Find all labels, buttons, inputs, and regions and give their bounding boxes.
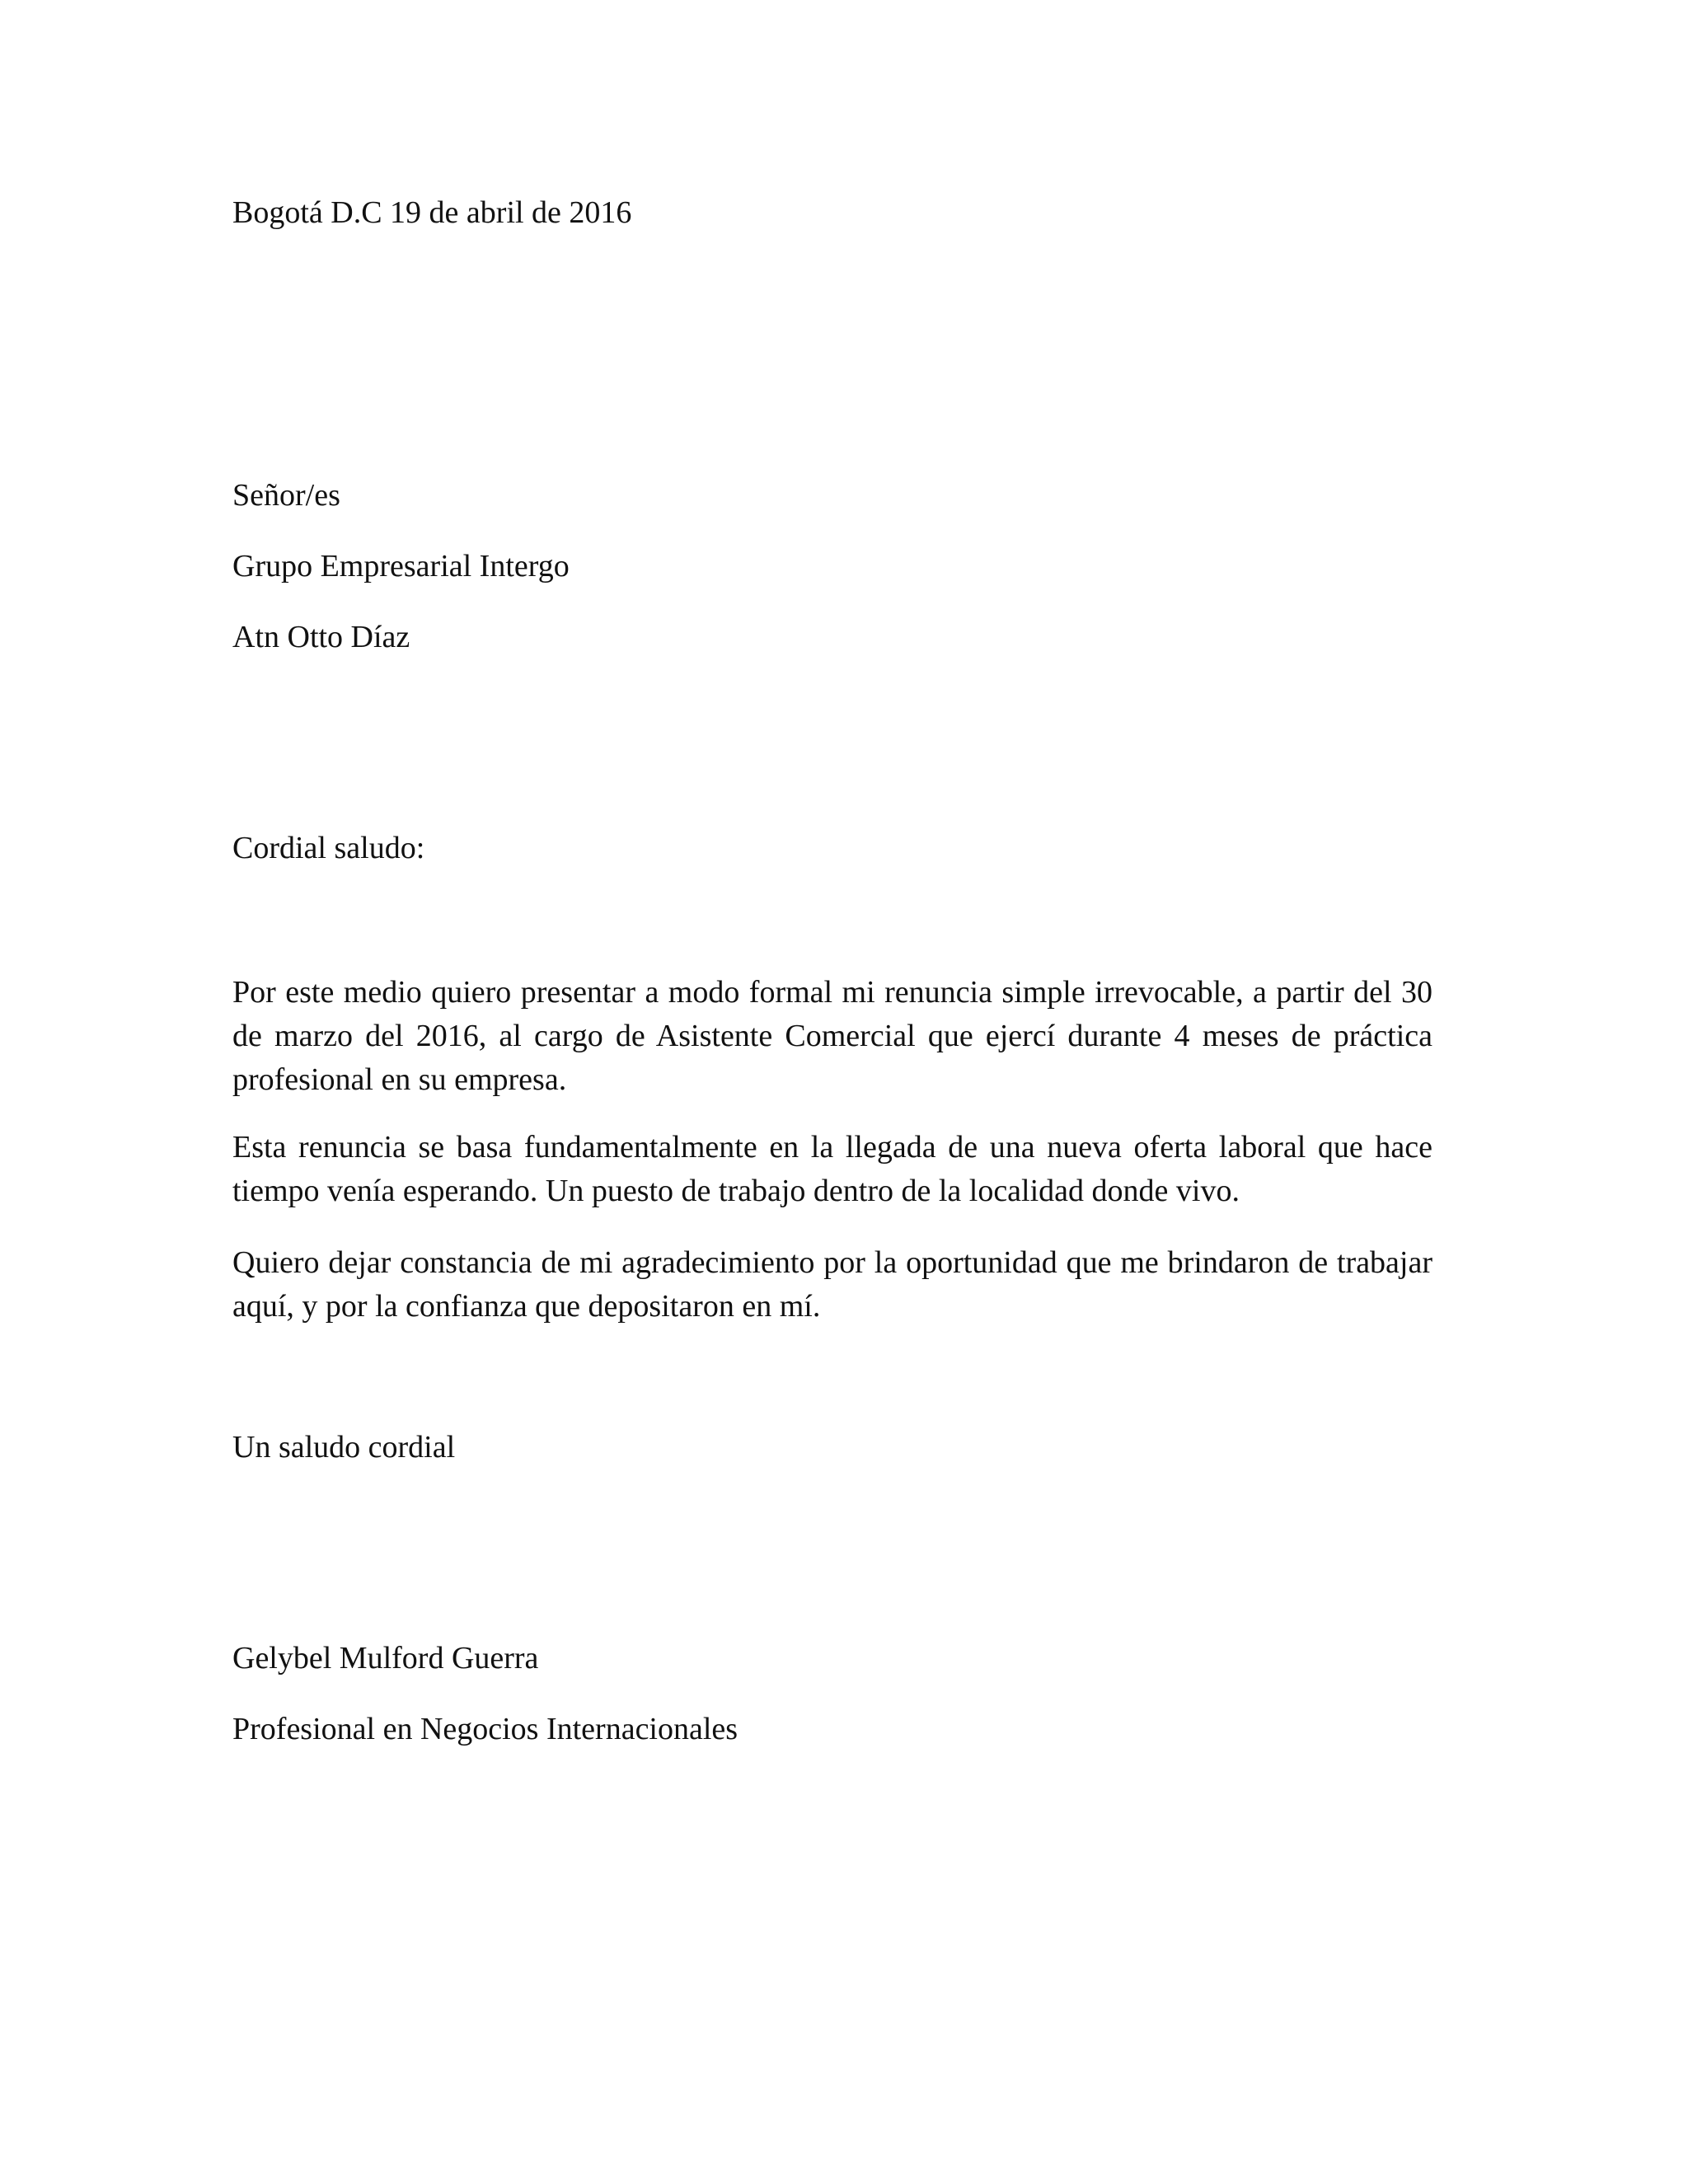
letter-date: Bogotá D.C 19 de abril de 2016	[232, 195, 632, 230]
letter-greeting: Cordial saludo:	[232, 831, 425, 865]
signature-name: Gelybel Mulford Guerra	[232, 1641, 539, 1675]
signature-title: Profesional en Negocios Internacionales	[232, 1712, 738, 1746]
recipient-attention: Atn Otto Díaz	[232, 620, 410, 654]
body-paragraph-3: Quiero dejar constancia de mi agradecimiento por la oportunidad que me brindaron de trabajar aquí, y por la confianza que depositaron en mí.	[232, 1245, 1432, 1324]
body-paragraph-2: Esta renuncia se basa fundamentalmente en la llegada de una nueva oferta laboral que hace tiempo venía esperando. Un puesto de trabajo dentro de la localidad donde vivo.	[232, 1130, 1432, 1208]
letter-closing: Un saludo cordial	[232, 1430, 456, 1465]
recipient-title: Señor/es	[232, 478, 340, 513]
recipient-company: Grupo Empresarial Intergo	[232, 549, 570, 583]
body-paragraph-1: Por este medio quiero presentar a modo formal mi renuncia simple irrevocable, a partir del 30 de marzo del 2016, al cargo de Asistente Comercial que ejercí durante 4 meses de práctica profesional en su empresa.	[232, 975, 1432, 1097]
